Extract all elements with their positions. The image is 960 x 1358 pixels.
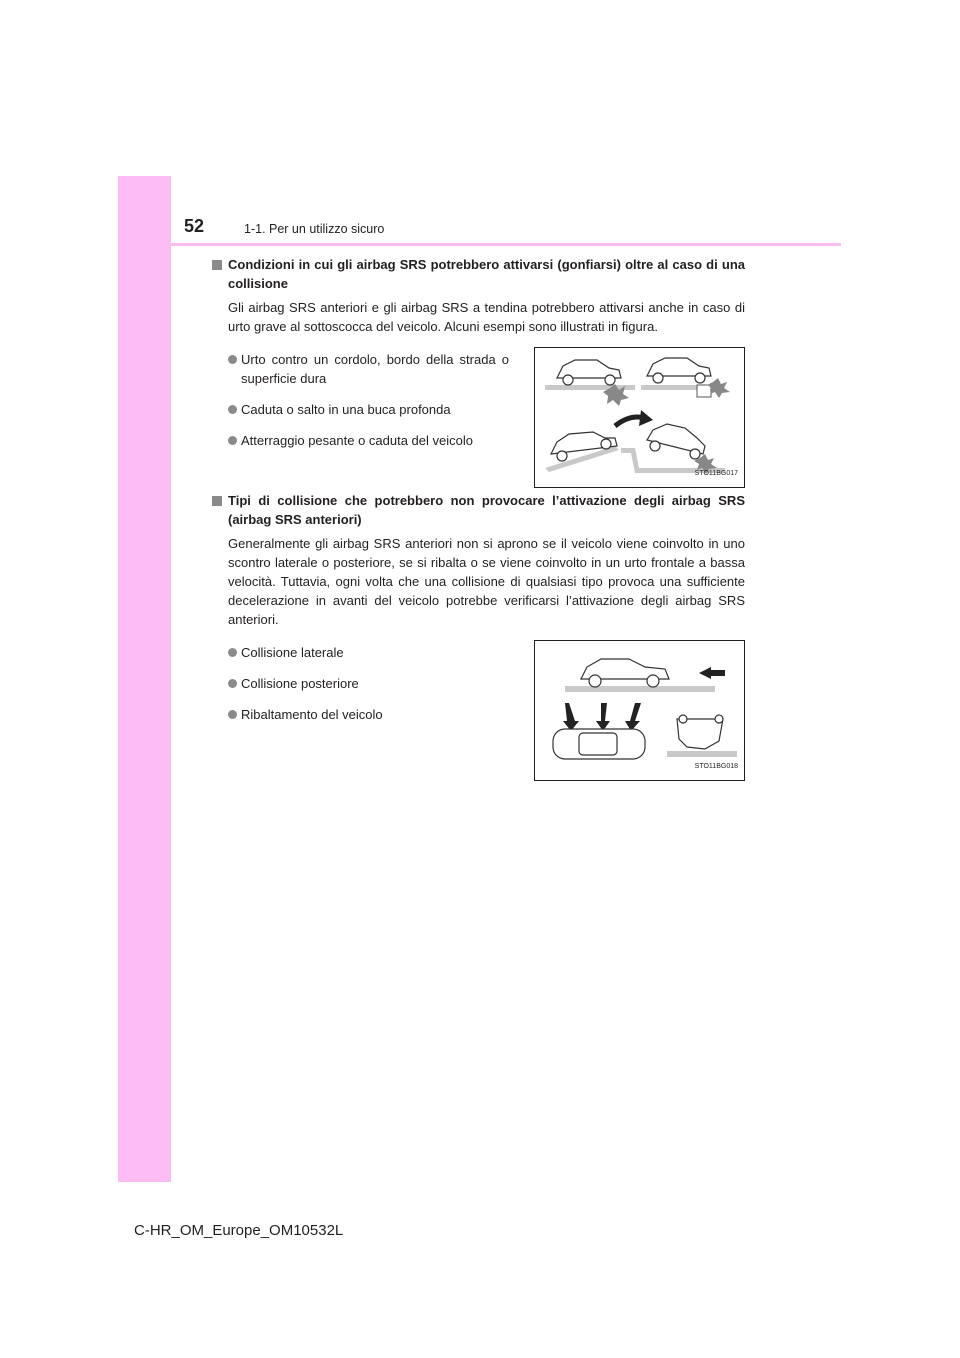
round-bullet-icon — [228, 355, 237, 364]
list-item-text: Ribaltamento del veicolo — [241, 707, 383, 722]
section-paragraph: Gli airbag SRS anteriori e gli airbag SRS a tendina potrebbero attivarsi anche in caso di urto grave al sottoscocca del veicolo. Alcuni esempi sono illustrati in figura. — [228, 300, 745, 334]
section-non-activation — [212, 491, 745, 770]
figure-code: STO11BG018 — [694, 763, 738, 770]
round-bullet-icon — [228, 679, 237, 688]
bullet-list — [212, 643, 745, 770]
list-item — [212, 400, 509, 419]
page-content — [212, 255, 745, 770]
list-item — [212, 431, 509, 450]
document-code: C-HR_OM_Europe_OM10532L — [134, 1222, 344, 1239]
list-item-text: Atterraggio pesante o caduta del veicolo — [241, 433, 473, 448]
round-bullet-icon — [228, 405, 237, 414]
list-item-text: Collisione posteriore — [241, 676, 359, 691]
figure-code: STO11BG017 — [694, 470, 738, 477]
list-item-text: Collisione laterale — [241, 645, 344, 660]
side-tab-band — [118, 176, 171, 1182]
list-item-text: Urto contro un cordolo, bordo della strada o superficie dura — [241, 352, 509, 386]
round-bullet-icon — [228, 436, 237, 445]
square-bullet-icon — [212, 260, 222, 270]
list-item — [212, 350, 509, 388]
section-title: 1-1. Per un utilizzo sicuro — [244, 222, 385, 236]
section-heading — [212, 255, 745, 293]
figure-non-activation-collisions — [534, 640, 745, 781]
heading-text: Tipi di collisione che potrebbero non provocare l’attivazione degli airbag SRS (airbag SRS anteriori) — [228, 493, 745, 527]
list-item-text: Caduta o salto in una buca profonda — [241, 402, 451, 417]
heading-text: Condizioni in cui gli airbag SRS potrebbero attivarsi (gonfiarsi) oltre al caso di una collisione — [228, 257, 745, 291]
header-rule — [118, 243, 841, 246]
page-number: 52 — [184, 216, 205, 236]
section-paragraph: Generalmente gli airbag SRS anteriori non si aprono se il veicolo viene coinvolto in uno scontro laterale o posteriore, se si ribalta o se viene coinvolto in un urto frontale a bassa velocità. Tuttavia, ogni volta che una collisione di qualsiasi tipo provoca una sufficiente decelerazione in avanti del veicolo potrebbe verificarsi l’attivazione degli airbag SRS anteriori. — [228, 536, 745, 627]
figure-underbody-impacts — [534, 347, 745, 488]
section-heading — [212, 491, 745, 529]
bullet-list — [212, 350, 745, 477]
section-airbag-activation — [212, 255, 745, 477]
square-bullet-icon — [212, 496, 222, 506]
round-bullet-icon — [228, 648, 237, 657]
round-bullet-icon — [228, 710, 237, 719]
